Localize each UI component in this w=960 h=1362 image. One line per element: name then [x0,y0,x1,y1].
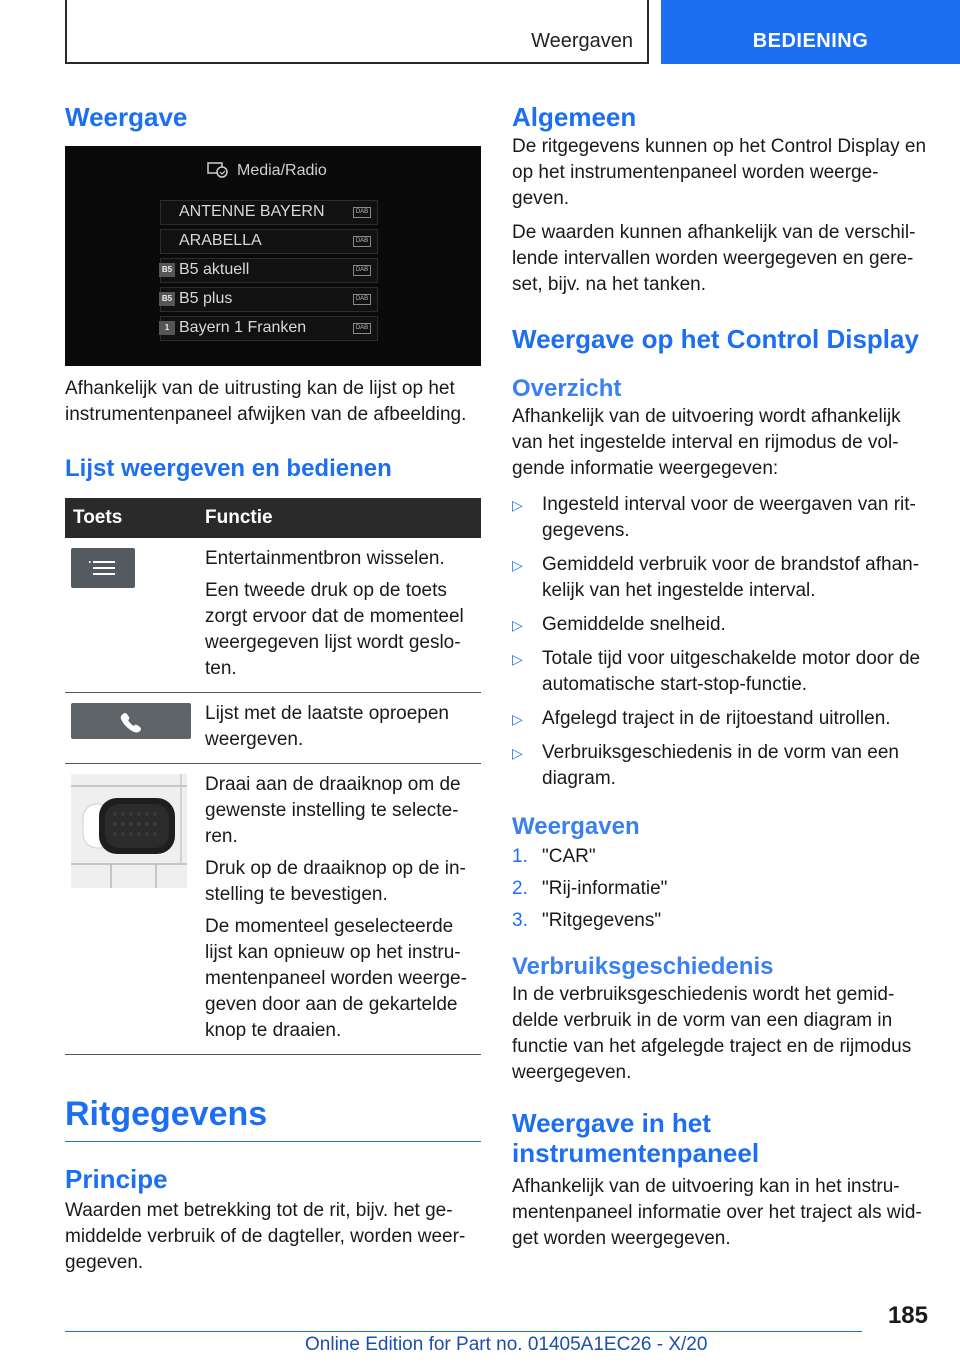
triangle-bullet-icon: ▷ [512,745,523,761]
media-row [160,200,378,225]
heading-weergave: Weergave [65,102,188,132]
media-row [160,258,378,283]
triangle-bullet-icon: ▷ [512,617,523,633]
dab-tag: DAB [353,265,371,276]
header-chapter-tab [661,0,960,64]
heading-weergaven: Weergaven [512,813,640,840]
media-row [160,316,378,341]
list-item: ▷ Gemiddeld verbruik voor de brandstof afhan-kelijk van het ingestelde interval. [512,554,920,601]
heading-algemeen: Algemeen [512,102,637,132]
triangle-bullet-icon: ▷ [512,557,523,573]
table-header-functie: Functie [197,498,481,538]
media-row [160,287,378,312]
heading-instrumentenpaneel: Weergave in het instrumentenpaneel [512,1108,760,1168]
media-row [160,229,378,254]
table-row [65,764,481,1055]
heading-principe: Principe [65,1164,168,1194]
header-section-title: Weergaven [531,30,633,52]
media-row-label: Bayern 1 Franken [179,319,307,336]
phone-icon [71,703,191,739]
media-radio-screenshot [65,146,481,366]
footer-rule [65,1331,862,1332]
heading-overzicht: Overzicht [512,375,622,402]
table-cell-text: De momenteel geselecteerde lijst kan opnieuw op het instru-mentenpaneel worden weerge-geven door aan de gekartelde knop te draaien. [205,916,467,1041]
right-column [512,100,928,1252]
triangle-bullet-icon: ▷ [512,497,523,513]
verbruik-text: In de verbruiksgeschiedenis wordt het gemid-delde verbruik in de vorm van een diagram in functie van het afgelegde traject en de rijmodus weergegeven. [512,984,912,1083]
rotary-knob-icon [71,774,187,888]
algemeen-text-1: De ritgegevens kunnen op het Control Display en op het instrumentenpaneel worden weerge-geven. [512,136,927,209]
table-cell-text: Lijst met de laatste oproepen weergeven. [205,703,449,750]
media-row-label: ARABELLA [179,232,262,249]
header-chapter-title: BEDIENING [752,30,869,52]
table-row [65,693,481,764]
overzicht-text: Afhankelijk van de uitvoering wordt afhankelijk van het ingestelde interval en rijmodus de vol-gende informatie weergegeven: [512,406,901,479]
list-item: 2. "Rij-informatie" [512,878,668,899]
table-row [65,538,481,693]
media-caption: Afhankelijk van de uitrusting kan de lijst op het instrumentenpaneel afwijken van de afbeelding. [65,378,467,425]
list-icon [71,548,135,588]
dab-tag: DAB [353,294,371,305]
heading-lijst: Lijst weergeven en bedienen [65,455,392,482]
station-logo-icon: B5 [159,263,175,277]
list-item: ▷ Afgelegd traject in de rijtoestand uitrollen. [512,706,928,732]
overzicht-list [512,492,928,792]
media-row-label: ANTENNE BAYERN [179,203,325,220]
table-cell-text: Een tweede druk op de toets zorgt ervoor dat de momenteel weergegeven lijst wordt geslo-ten. [205,580,464,679]
table-cell-text: Druk op de draaiknop op de in-stelling te bevestigen. [205,858,466,905]
triangle-bullet-icon: ▷ [512,711,523,727]
table-cell-text: Entertainmentbron wisselen. [205,548,445,569]
media-title: Media/Radio [237,162,327,179]
list-item: 1. "CAR" [512,846,596,867]
page-number: 185 [887,1302,928,1329]
list-item: ▷ Ingesteld interval voor de weergaven van rit-gegevens. [512,494,916,541]
media-row-label: B5 aktuell [179,261,250,278]
list-item: 3. "Ritgegevens" [512,910,662,931]
heading-rule [65,1141,481,1142]
media-row-label: B5 plus [179,290,233,307]
dab-tag: DAB [353,207,371,218]
left-column [65,100,481,1276]
media-radio-icon [207,160,229,178]
list-item: ▷ Verbruiksgeschiedenis in de vorm van een diagram. [512,742,899,789]
station-logo-icon: 1 [159,321,175,335]
table-header-toets: Toets [65,498,197,538]
list-item: ▷ Gemiddelde snelheid. [512,612,928,638]
dab-tag: DAB [353,236,371,247]
list-item: ▷ Totale tijd voor uitgeschakelde motor door de automatische start-stop-functie. [512,648,921,695]
steps-list [512,844,928,934]
footer-edition: Online Edition for Part no. 01405A1EC26 - X/20 [305,1334,708,1355]
header-section-box [65,0,649,64]
triangle-bullet-icon: ▷ [512,651,523,667]
heading-verbruik: Verbruiksgeschiedenis [512,953,774,980]
station-logo-icon: B5 [159,292,175,306]
table-cell-text: Draai aan de draaiknop om de gewenste instelling te selecte-ren. [205,774,461,847]
instr-text: Afhankelijk van de uitvoering kan in het instru-mentenpaneel informatie over het traject als wid-get worden weergegeven. [512,1176,922,1249]
principe-text: Waarden met betrekking tot de rit, bijv. het ge-middelde verbruik of de dagteller, worden weer-gegeven. [65,1200,466,1273]
dab-tag: DAB [353,323,371,334]
controls-table [65,498,481,1055]
heading-ritgegevens: Ritgegevens [65,1095,268,1133]
algemeen-text-2: De waarden kunnen afhankelijk van de verschil-lende intervallen worden weergegeven en gere-set, bijv. na het tanken. [512,222,916,295]
heading-control-display: Weergave op het Control Display [512,324,919,354]
